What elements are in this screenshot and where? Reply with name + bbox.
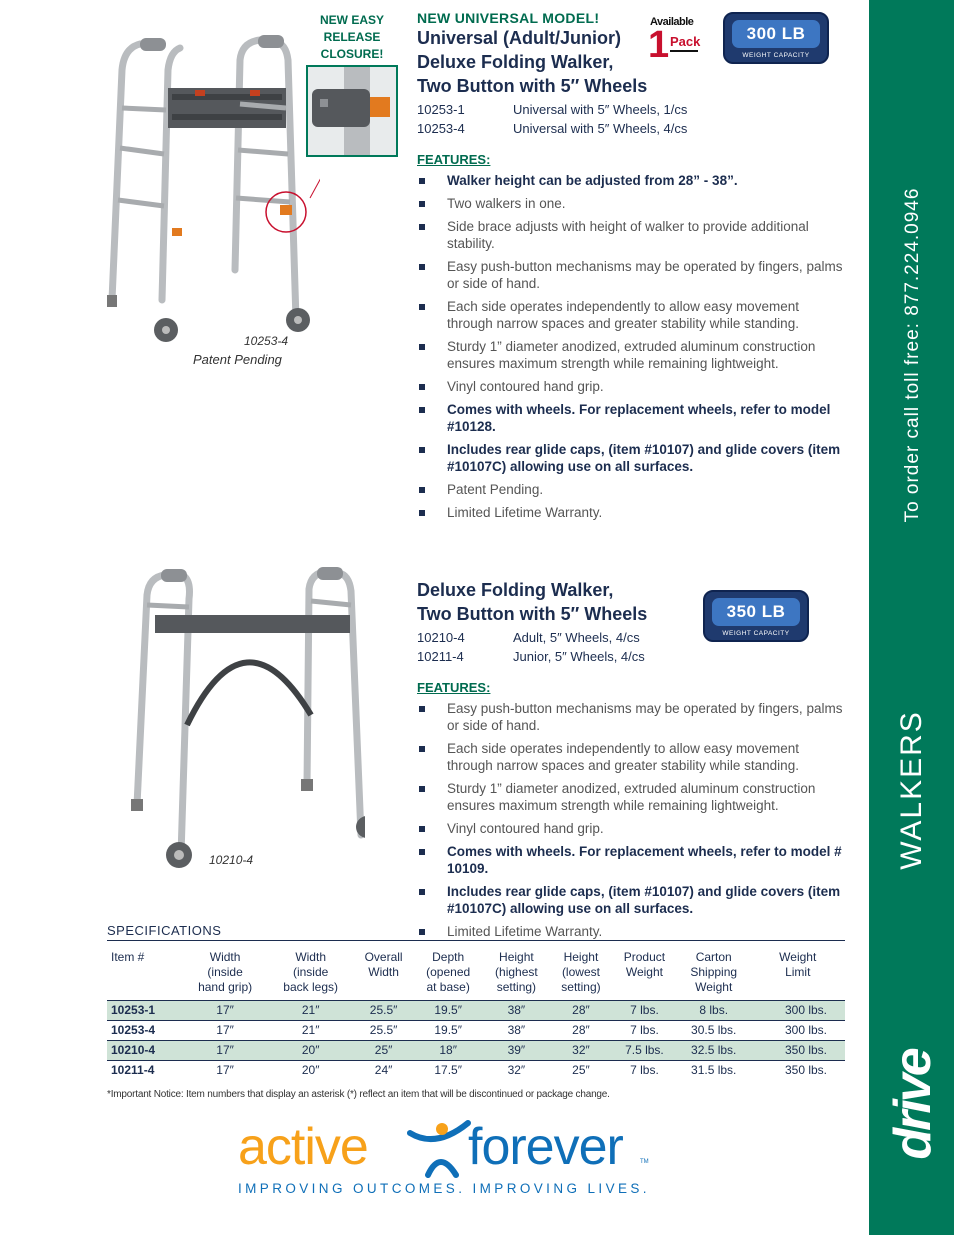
callout-image <box>306 65 398 157</box>
table-cell: 8 lbs. <box>677 1000 751 1020</box>
column-header-line: Weight <box>625 965 663 979</box>
product-universal <box>417 10 847 527</box>
table-cell: 30.5 lbs. <box>677 1020 751 1040</box>
drive-logo-text: drive <box>884 1050 942 1160</box>
order-phone <box>889 180 937 530</box>
active-forever-logo <box>238 1117 658 1207</box>
table-cell: 28″ <box>550 1000 612 1020</box>
column-header-line: Height <box>499 950 534 964</box>
feature-item: Includes rear glide caps, (item #10107) and glide covers (item #10107C) allowing use on all surfaces. <box>417 883 847 917</box>
item-description: Universal with 5″ Wheels, 4/cs <box>513 121 688 136</box>
item-description: Universal with 5″ Wheels, 1/cs <box>513 102 688 117</box>
column-header-line: (inside <box>207 965 243 979</box>
drive-logo <box>883 1025 943 1185</box>
table-cell: 38″ <box>483 1000 550 1020</box>
column-header-line: Width <box>295 950 326 964</box>
feature-item: Vinyl contoured hand grip. <box>417 820 847 837</box>
feature-item: Comes with wheels. For replacement wheels, refer to model # 10109. <box>417 843 847 877</box>
table-cell: 300 lbs. <box>750 1000 845 1020</box>
item-number: 10253-4 <box>417 121 465 136</box>
column-header-line: (inside <box>292 965 329 979</box>
table-cell: 32″ <box>550 1040 612 1060</box>
specifications-table <box>107 950 845 1080</box>
table-body <box>107 1000 845 1080</box>
column-header-line: Depth <box>432 950 465 964</box>
item-row <box>417 647 847 666</box>
column-header-line: Width <box>368 965 399 979</box>
table-cell: 10210-4 <box>107 1040 183 1060</box>
feature-item: Comes with wheels. For replacement wheels, refer to model #10128. <box>417 401 847 435</box>
table-cell: 10253-1 <box>107 1000 183 1020</box>
item-row <box>417 119 847 138</box>
table-cell: 7 lbs. <box>612 1000 677 1020</box>
column-header-line: at base) <box>426 980 470 994</box>
column-header-line: Weight <box>695 980 733 994</box>
table-cell: 7 lbs. <box>612 1020 677 1040</box>
table-cell: 17″ <box>183 1040 268 1060</box>
table-cell: 10211-4 <box>107 1060 183 1080</box>
column-header-line: Width <box>209 950 241 964</box>
walker-image-universal <box>100 30 320 370</box>
pack-digit: 1 <box>648 24 670 66</box>
trademark: TM <box>640 1159 649 1165</box>
table-cell: 17″ <box>183 1020 268 1040</box>
person-figure-icon <box>406 1119 472 1179</box>
walker-universal-icon <box>100 30 320 370</box>
new-model-label: NEW UNIVERSAL MODEL! <box>417 10 600 26</box>
column-header-line: Item # <box>111 950 145 964</box>
column-header-line: setting) <box>496 980 537 994</box>
feature-item: Easy push-button mechanisms may be operated by fingers, palms or side of hand. <box>417 258 847 292</box>
column-header <box>107 950 183 1000</box>
caption-universal-note: Patent Pending <box>193 352 282 367</box>
column-header <box>414 950 483 1000</box>
item-row <box>417 100 847 119</box>
table-row <box>107 1040 845 1060</box>
column-header-line: (lowest <box>561 965 600 979</box>
table-row <box>107 1020 845 1040</box>
table-cell: 24″ <box>354 1060 414 1080</box>
table-cell: 21″ <box>268 1000 354 1020</box>
available-label: Available <box>650 16 694 28</box>
column-header-line: Shipping <box>690 965 738 979</box>
column-header <box>750 950 845 1000</box>
table-row <box>107 1000 845 1020</box>
table-row <box>107 1060 845 1080</box>
table-cell: 7 lbs. <box>612 1060 677 1080</box>
column-header-line: hand grip) <box>198 980 253 994</box>
table-cell: 19.5″ <box>414 1000 483 1020</box>
table-cell: 10253-4 <box>107 1020 183 1040</box>
table-cell: 17.5″ <box>414 1060 483 1080</box>
feature-item: Two walkers in one. <box>417 195 847 212</box>
weight-capacity-badge-350 <box>703 590 809 642</box>
feature-item: Easy push-button mechanisms may be operated by fingers, palms or side of hand. <box>417 700 847 734</box>
specifications-rule <box>107 940 845 941</box>
table-cell: 350 lbs. <box>750 1040 845 1060</box>
feature-item: Sturdy 1” diameter anodized, extruded aluminum construction ensures maximum strength while remaining lightweight. <box>417 780 847 814</box>
item-number: 10253-1 <box>417 102 465 117</box>
feature-item: Includes rear glide caps, (item #10107) and glide covers (item #10107C) allowing use on all surfaces. <box>417 441 847 475</box>
table-cell: 350 lbs. <box>750 1060 845 1080</box>
column-header <box>268 950 354 1000</box>
table-cell: 25.5″ <box>354 1000 414 1020</box>
column-header <box>483 950 550 1000</box>
table-cell: 21″ <box>268 1020 354 1040</box>
column-header-line: Weight <box>779 950 817 964</box>
order-phone-text: To order call toll free: 877.224.0946 <box>902 187 923 523</box>
available-pack-badge <box>648 14 702 64</box>
title-line: Deluxe Folding Walker, <box>417 52 614 72</box>
column-header-line: Limit <box>785 965 811 979</box>
table-cell: 17″ <box>183 1000 268 1020</box>
item-number: 10211-4 <box>417 649 464 664</box>
feature-item: Patent Pending. <box>417 481 847 498</box>
item-list <box>417 100 847 138</box>
pack-underline <box>670 50 698 52</box>
section-title-text: WALKERS <box>895 710 928 870</box>
item-description: Adult, 5″ Wheels, 4/cs <box>513 630 640 645</box>
title-line: Universal (Adult/Junior) <box>417 28 622 48</box>
table-cell: 31.5 lbs. <box>677 1060 751 1080</box>
feature-item: Side brace adjusts with height of walker to provide additional stability. <box>417 218 847 252</box>
callout-title: NEW EASY RELEASE CLOSURE! <box>319 13 384 61</box>
table-cell: 25″ <box>354 1040 414 1060</box>
column-header-line: Overall <box>364 950 403 964</box>
badge-value: 300 LB <box>732 20 820 48</box>
table-cell: 39″ <box>483 1040 550 1060</box>
table-header-row <box>107 950 845 1000</box>
specifications-heading: SPECIFICATIONS <box>107 923 222 938</box>
table-cell: 20″ <box>268 1040 354 1060</box>
column-header-line: (highest <box>495 965 538 979</box>
title-line: Two Button with 5″ Wheels <box>417 604 648 624</box>
column-header-line: setting) <box>561 980 601 994</box>
column-header <box>677 950 751 1000</box>
table-cell: 20″ <box>268 1060 354 1080</box>
column-header <box>354 950 414 1000</box>
column-header <box>612 950 677 1000</box>
column-header <box>183 950 268 1000</box>
feature-item: Limited Lifetime Warranty. <box>417 923 847 940</box>
logo-word-active: active <box>238 1118 368 1176</box>
feature-item: Walker height can be adjusted from 28” - 38”. <box>417 172 847 189</box>
sidebar <box>869 0 954 1235</box>
section-title <box>887 710 937 870</box>
table-cell: 300 lbs. <box>750 1020 845 1040</box>
pack-label: Pack <box>670 34 701 49</box>
weight-capacity-badge-300 <box>723 12 829 64</box>
column-header-line: Product <box>623 950 666 964</box>
table-cell: 38″ <box>483 1020 550 1040</box>
table-cell: 18″ <box>414 1040 483 1060</box>
table-cell: 19.5″ <box>414 1020 483 1040</box>
features-list <box>417 172 847 521</box>
feature-item: Sturdy 1” diameter anodized, extruded aluminum construction ensures maximum strength while remaining lightweight. <box>417 338 847 372</box>
feature-item: Each side operates independently to allow easy movement through narrow spaces and greater stability while standing. <box>417 298 847 332</box>
walker-image-deluxe <box>125 565 365 885</box>
badge-value: 350 LB <box>712 598 800 626</box>
column-header <box>550 950 612 1000</box>
badge-sub: WEIGHT CAPACITY <box>722 630 790 637</box>
badge-sub: WEIGHT CAPACITY <box>742 52 810 59</box>
table-cell: 25.5″ <box>354 1020 414 1040</box>
item-number: 10210-4 <box>417 630 465 645</box>
important-notice: *Important Notice: Item numbers that display an asterisk (*) reflect an item that will be discontinued or package change. <box>107 1089 610 1100</box>
table-cell: 28″ <box>550 1020 612 1040</box>
column-header-line: Carton <box>695 950 732 964</box>
title-line: Two Button with 5″ Wheels <box>417 76 648 96</box>
features-list <box>417 700 847 940</box>
column-header-line: (opened <box>426 965 471 979</box>
release-closure-icon <box>308 67 398 157</box>
feature-item: Each side operates independently to allow easy movement through narrow spaces and greater stability while standing. <box>417 740 847 774</box>
feature-item: Limited Lifetime Warranty. <box>417 504 847 521</box>
caption-deluxe-item: 10210-4 <box>209 853 254 867</box>
table-cell: 32″ <box>483 1060 550 1080</box>
item-description: Junior, 5″ Wheels, 4/cs <box>513 649 645 664</box>
features-heading: FEATURES: <box>417 680 491 695</box>
column-header-line: back legs) <box>283 980 338 994</box>
table-cell: 17″ <box>183 1060 268 1080</box>
feature-item: Vinyl contoured hand grip. <box>417 378 847 395</box>
table-cell: 32.5 lbs. <box>677 1040 751 1060</box>
table-cell: 25″ <box>550 1060 612 1080</box>
features-heading: FEATURES: <box>417 152 491 167</box>
walker-deluxe-icon <box>125 565 365 885</box>
logo-tagline: IMPROVING OUTCOMES. IMPROVING LIVES. <box>238 1181 650 1196</box>
column-header-line: Height <box>563 950 599 964</box>
title-line: Deluxe Folding Walker, <box>417 580 614 600</box>
caption-universal-item: 10253-4 <box>244 334 289 348</box>
table-cell: 7.5 lbs. <box>612 1040 677 1060</box>
logo-word-forever: forever <box>468 1118 623 1176</box>
